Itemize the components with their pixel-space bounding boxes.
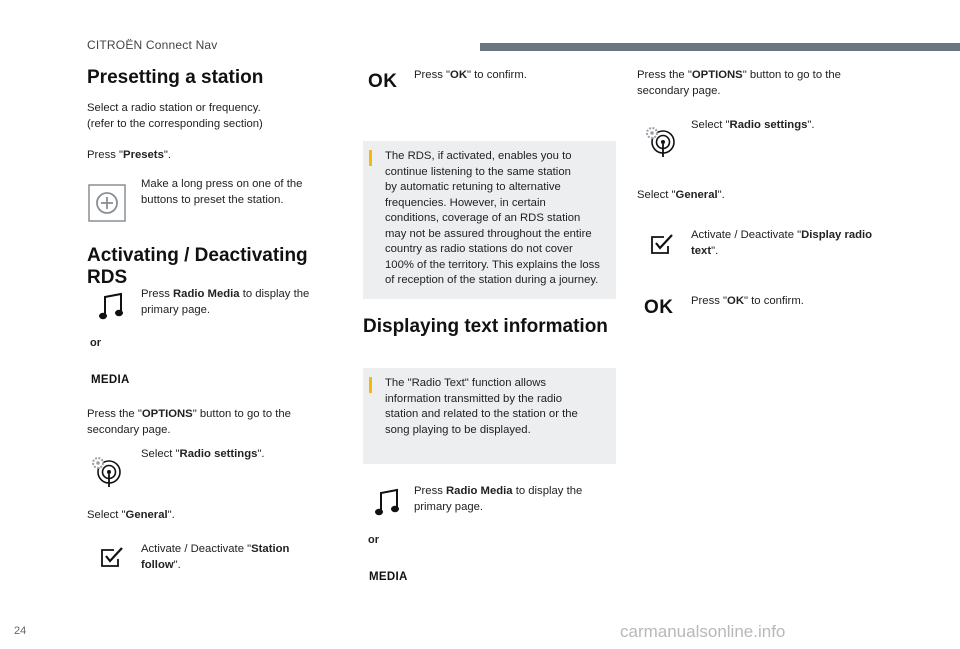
text-line: primary page.	[141, 303, 211, 316]
ok-label: OK	[450, 69, 467, 81]
note-line: information transmitted by the radio	[385, 392, 563, 405]
header-bar	[480, 43, 960, 51]
paragraph-select-station	[87, 101, 263, 132]
note-line: The "Radio Text" function allows	[385, 377, 547, 389]
or-label: or	[90, 337, 101, 349]
text: Press the "	[637, 69, 692, 81]
heading-line: RDS	[87, 267, 128, 288]
text: Select "	[141, 448, 180, 460]
note-line: station and related to the station or the	[385, 408, 578, 420]
note-accent-bar	[369, 150, 372, 166]
note-line: may not be assured throughout the entire	[385, 227, 592, 240]
note-line: song playing to be displayed.	[385, 423, 531, 436]
heading-activating-rds	[87, 245, 308, 289]
checkbox-icon	[100, 547, 124, 569]
text: to display the	[512, 485, 583, 497]
text: ".	[711, 244, 719, 257]
info-note-rds	[363, 141, 616, 299]
note-line: The RDS, if activated, enables you to	[385, 150, 572, 162]
radio-media-label: Radio Media	[446, 485, 513, 497]
text-line: primary page.	[414, 500, 484, 513]
checkbox-icon	[650, 234, 674, 256]
text: Activate / Deactivate "	[691, 229, 802, 241]
text: ".	[257, 448, 265, 460]
ok-button-label: OK	[644, 297, 674, 318]
text: " button to go to the	[192, 408, 291, 420]
radio-settings-label: Radio settings	[179, 448, 258, 460]
paragraph-preset-instruction	[141, 177, 302, 208]
note-text	[385, 376, 610, 438]
text-line: Select a radio station or frequency.	[87, 102, 261, 114]
text: ".	[163, 149, 172, 161]
watermark: carmanualsonline.info	[620, 622, 786, 641]
presets-label: Presets	[123, 149, 164, 161]
radio-settings-label: Radio settings	[729, 119, 808, 131]
general-label: General	[675, 189, 718, 201]
radio-settings-icon	[643, 124, 677, 158]
station-follow-label: follow	[141, 558, 174, 571]
text: " button to go to the	[742, 69, 841, 81]
display-radio-text-label: text	[691, 244, 712, 257]
text-line: secondary page.	[637, 84, 721, 97]
note-line: 100% of the territory. This explains the loss	[385, 258, 600, 271]
or-label: or	[368, 534, 379, 546]
text: ".	[173, 558, 181, 571]
note-line: conditions, coverage of an RDS station	[385, 212, 581, 224]
paragraph-press-ok	[414, 68, 527, 84]
note-line: by automatic retuning to alternative	[385, 181, 561, 193]
paragraph-activate-station-follow	[141, 542, 289, 573]
options-label: OPTIONS	[691, 69, 743, 81]
paragraph-press-options	[637, 68, 841, 99]
radio-media-label: Radio Media	[173, 288, 240, 300]
note-text	[385, 149, 610, 289]
paragraph-press-ok	[691, 294, 804, 310]
text: Select "	[691, 119, 730, 131]
info-note-radio-text	[363, 368, 616, 464]
ok-label: OK	[727, 295, 744, 307]
text: ".	[717, 189, 725, 201]
display-radio-text-label: Display radio	[801, 229, 873, 241]
text: ".	[167, 509, 175, 521]
text-line: buttons to preset the station.	[141, 193, 284, 206]
paragraph-select-general	[637, 188, 725, 204]
note-line: of reception of the station during a journey.	[385, 274, 599, 286]
text-line: Make a long press on one of the	[141, 178, 303, 190]
header-title: CITROËN Connect Nav	[87, 38, 218, 52]
music-note-icon	[98, 292, 126, 322]
text: Press "	[691, 295, 728, 307]
heading-presetting: Presetting a station	[87, 67, 264, 88]
ok-button-label: OK	[368, 71, 398, 92]
station-follow-label: Station	[251, 543, 290, 555]
text-line: (refer to the corresponding section)	[87, 117, 263, 130]
text: to display the	[239, 288, 310, 300]
text: " to confirm.	[466, 69, 527, 81]
media-button-label: MEDIA	[369, 571, 408, 583]
paragraph-select-radio-settings	[691, 118, 815, 134]
text: Select "	[637, 189, 676, 201]
paragraph-press-presets	[87, 148, 171, 164]
text: Select "	[87, 509, 126, 521]
preset-plus-icon	[88, 184, 126, 222]
paragraph-press-radio-media	[414, 484, 582, 515]
text-line: secondary page.	[87, 423, 171, 436]
paragraph-select-general	[87, 508, 175, 524]
note-line: continue listening to the same station	[385, 165, 571, 178]
radio-settings-icon	[89, 454, 123, 488]
text: Press "	[414, 69, 451, 81]
music-note-icon	[374, 488, 402, 518]
note-line: frequencies. However, in certain	[385, 196, 546, 209]
note-accent-bar	[369, 377, 372, 393]
media-button-label: MEDIA	[91, 374, 130, 386]
general-label: General	[125, 509, 168, 521]
paragraph-activate-display-radio-text	[691, 228, 872, 259]
options-label: OPTIONS	[141, 408, 193, 420]
text: Press	[414, 485, 447, 497]
text: Press "	[87, 149, 124, 161]
page-number: 24	[14, 625, 27, 637]
paragraph-select-radio-settings	[141, 447, 265, 463]
text: Press the "	[87, 408, 142, 420]
text: Press	[141, 288, 174, 300]
paragraph-press-radio-media	[141, 287, 309, 318]
text: " to confirm.	[743, 295, 804, 307]
text: ".	[807, 119, 815, 131]
heading-line: Activating / Deactivating	[87, 245, 308, 266]
text: Activate / Deactivate "	[141, 543, 252, 555]
paragraph-press-options	[87, 407, 291, 438]
note-line: country as radio stations do not cover	[385, 243, 573, 255]
heading-displaying-text: Displaying text information	[363, 316, 608, 337]
